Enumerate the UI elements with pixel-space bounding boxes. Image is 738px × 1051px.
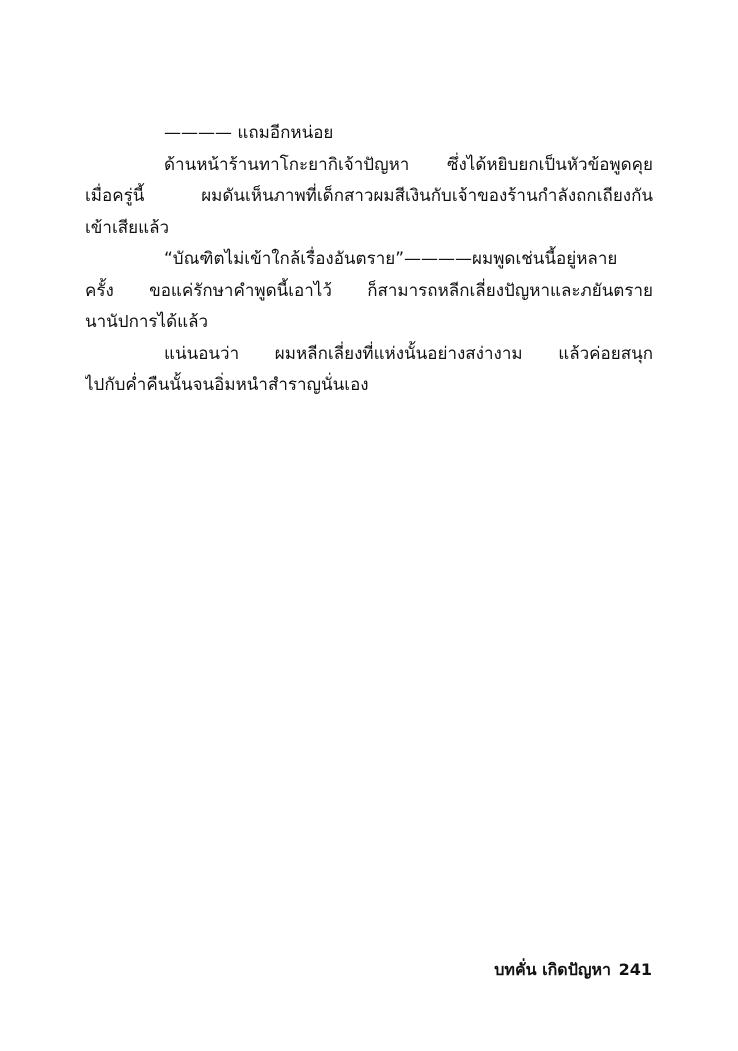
paragraph-line: นานัปการได้แล้ว [85,312,209,332]
running-title: บทคั่น เกิดปัญหา [494,960,612,979]
paragraph-line: ไปกับค่ำคืนนั้นจนอิ่มหนำสำราญนั่นเอง [85,375,369,395]
page-number: 241 [618,960,652,979]
paragraph-line: ———— แถมอีกหน่อย [164,123,334,143]
body-text [85,118,653,402]
paragraph-line: เข้าเสียแล้ว [85,217,170,238]
page-footer [494,958,652,982]
paragraph-line: “บัณฑิตไม่เข้าใกล้เรื่องอันตราย”————ผมพูดเช่นนี้อยู่หลาย [164,249,618,269]
paragraph-line: ครั้ง ขอแค่รักษาคำพูดนี้เอาไว้ ก็สามารถหลีกเลี่ยงปัญหาและภยันตราย [85,280,653,301]
paragraph-line: เมื่อครู่นี้ ผมดันเห็นภาพที่เด็กสาวผมสีเงินกับเจ้าของร้านกำลังถกเถียงกัน [85,186,653,206]
paragraph-line: ด้านหน้าร้านทาโกะยากิเจ้าปัญหา ซึ่งได้หยิบยกเป็นหัวข้อพูดคุย [164,154,653,175]
paragraph-line: แน่นอนว่า ผมหลีกเลี่ยงที่แห่งนั้นอย่างสง่างาม แล้วค่อยสนุก [164,343,653,364]
